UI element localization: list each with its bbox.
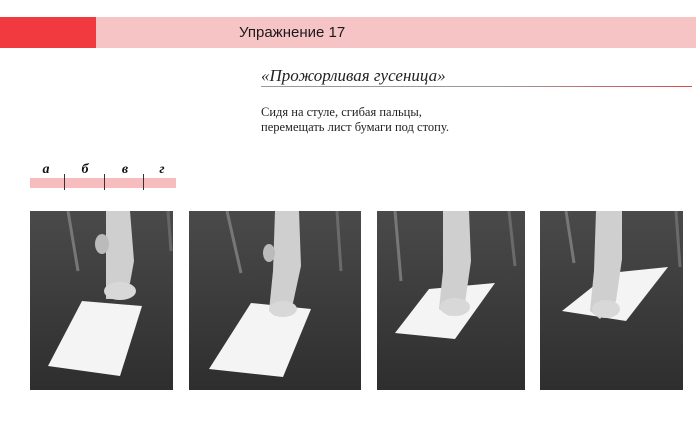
title-underline [261, 86, 692, 87]
header-band [96, 17, 696, 48]
page-title: Упражнение 17 [239, 24, 346, 41]
step-divider [64, 174, 65, 190]
exercise-title: «Прожорливая гусеница» [261, 66, 446, 85]
exercise-instruction [261, 105, 521, 135]
photo-step-a [30, 211, 173, 390]
photo-step-b [189, 211, 361, 390]
photo-step-v [377, 211, 525, 390]
step-label-b: б [81, 162, 89, 177]
step-label-v: в [121, 162, 129, 177]
instruction-line-2: перемещать лист бумаги под стопу. [261, 120, 449, 134]
step-divider [104, 174, 105, 190]
step-divider [143, 174, 144, 190]
step-labels-band [30, 178, 176, 188]
header-accent-block [0, 17, 96, 48]
instruction-line-1: Сидя на стуле, сгибая пальцы, [261, 105, 422, 119]
photo-step-g [540, 211, 683, 390]
step-label-g: г [159, 162, 165, 177]
step-label-a: а [42, 162, 50, 177]
